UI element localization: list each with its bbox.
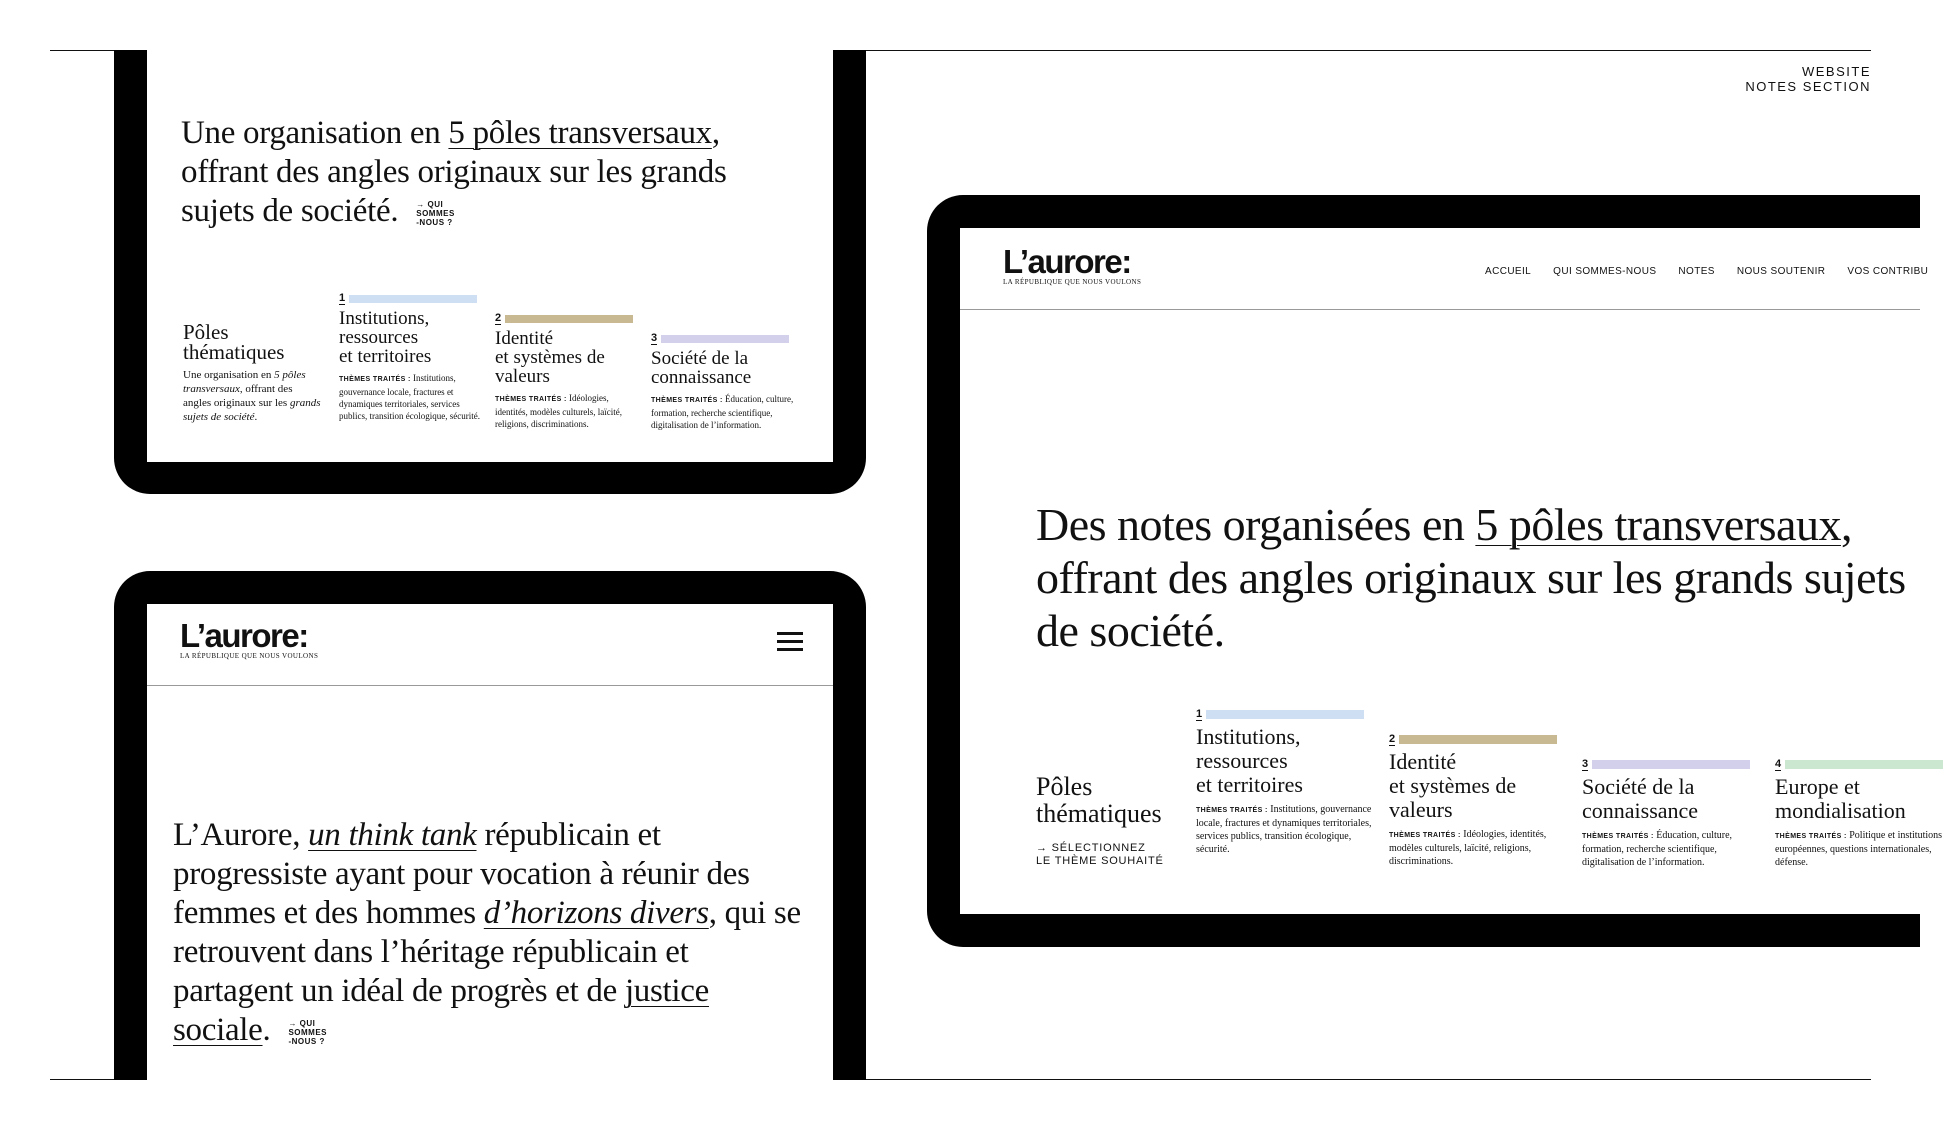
pole-number: 1 bbox=[1196, 708, 1203, 720]
about-link[interactable] bbox=[416, 200, 455, 227]
pole-number: 2 bbox=[495, 312, 502, 324]
desc-text: Une organisation en bbox=[183, 369, 275, 381]
poles-heading bbox=[1036, 773, 1162, 827]
site-logo[interactable] bbox=[180, 617, 319, 661]
themes-label: THÈMES TRAITÉS : bbox=[339, 376, 411, 383]
about-link-line: -NOUS ? bbox=[288, 1036, 325, 1046]
hamburger-menu-icon[interactable] bbox=[777, 632, 803, 652]
pole-card-1[interactable] bbox=[339, 292, 484, 422]
intro-paragraph bbox=[181, 114, 801, 231]
desc-text: grands sujets de société bbox=[183, 397, 321, 423]
main-nav bbox=[1485, 266, 1928, 277]
desc-text: , offrant des angles originaux sur les bbox=[183, 383, 293, 409]
pole-themes bbox=[1775, 829, 1953, 869]
nav-item-home[interactable]: ACCUEIL bbox=[1485, 266, 1532, 277]
desktop-mockup-notes bbox=[927, 195, 1943, 947]
select-theme-line: → SÉLECTIONNEZ bbox=[1036, 842, 1146, 854]
nav-item-contributions[interactable]: VOS CONTRIBU bbox=[1847, 266, 1929, 277]
pole-title-line: Société de la bbox=[1582, 774, 1695, 799]
nav-item-notes[interactable]: NOTES bbox=[1678, 266, 1715, 277]
pole-card-1[interactable] bbox=[1196, 708, 1374, 856]
pole-title-line: Europe et bbox=[1775, 774, 1860, 799]
pole-themes bbox=[1582, 829, 1760, 869]
tablet-mockup-poles bbox=[114, 50, 866, 494]
about-link-line: → QUI bbox=[416, 199, 444, 209]
pole-title-line: ressources bbox=[1196, 748, 1288, 773]
pole-title bbox=[1775, 775, 1953, 823]
pole-title bbox=[495, 329, 640, 386]
poles-heading-line: Pôles bbox=[183, 320, 229, 344]
pole-color-bar bbox=[661, 335, 789, 343]
pole-color-bar bbox=[505, 315, 633, 323]
pole-title-line: valeurs bbox=[1389, 797, 1453, 822]
pole-title bbox=[339, 309, 484, 366]
pole-themes bbox=[1196, 803, 1374, 856]
corner-label-line1: WEBSITE bbox=[1801, 64, 1871, 79]
pole-title-line: et systèmes de bbox=[1389, 773, 1517, 798]
think-tank-text: un think tank bbox=[308, 817, 477, 853]
logo-tagline: LA RÉPUBLIQUE QUE NOUS VOULONS bbox=[1003, 278, 1142, 286]
intro-text: Une organisation en bbox=[181, 115, 449, 151]
poles-heading bbox=[183, 322, 284, 362]
pole-title-line: Identité bbox=[1389, 749, 1457, 774]
pole-title-line: mondialisation bbox=[1775, 798, 1906, 823]
themes-label: THÈMES TRAITÉS : bbox=[1775, 833, 1847, 840]
themes-text: Institutions, gouvernance locale, fractures et dynamiques territoriales, services publics, transition écologique, sécurité. bbox=[339, 373, 480, 421]
themes-label: THÈMES TRAITÉS : bbox=[1389, 832, 1461, 839]
pole-number: 1 bbox=[339, 292, 346, 304]
think-tank-link[interactable] bbox=[308, 817, 476, 853]
logo-name: L’aurore: bbox=[1003, 243, 1131, 280]
pole-card-4[interactable] bbox=[1775, 758, 1953, 869]
pole-title bbox=[1196, 725, 1374, 797]
notes-intro-paragraph bbox=[1036, 498, 1916, 657]
horizons-text: d’horizons divers bbox=[483, 895, 709, 931]
pole-title-line: connaissance bbox=[1582, 798, 1699, 823]
pole-title-line: Institutions, bbox=[1196, 724, 1301, 749]
pole-number: 4 bbox=[1775, 758, 1782, 770]
pole-title-line: ressources bbox=[339, 327, 419, 348]
pole-number: 3 bbox=[1582, 758, 1589, 770]
pole-color-bar bbox=[349, 295, 477, 303]
horizons-link[interactable] bbox=[484, 895, 709, 931]
pole-title-line: Identité bbox=[495, 328, 554, 349]
themes-text: Éducation, culture, formation, recherche scientifique, digitalisation de l’information. bbox=[1582, 830, 1733, 868]
about-text: , bbox=[292, 817, 309, 853]
poles-heading-line: Pôles bbox=[1036, 772, 1093, 801]
select-theme-line: LE THÈME SOUHAITÉ bbox=[1036, 855, 1164, 867]
pole-number: 3 bbox=[651, 332, 658, 344]
about-paragraph bbox=[173, 816, 813, 1050]
about-link-line: SOMMES bbox=[416, 208, 455, 218]
about-text: républicain et progressiste ayant pour vocation à réunir des femmes et des hommes bbox=[173, 817, 750, 931]
themes-label: THÈMES TRAITÉS : bbox=[1582, 833, 1654, 840]
themes-text: Politique et institutions européennes, questions internationales, défense. bbox=[1775, 830, 1943, 868]
pole-title-line: Société de la bbox=[651, 348, 749, 369]
select-theme-link[interactable] bbox=[1036, 842, 1164, 868]
pole-number: 2 bbox=[1389, 733, 1396, 745]
nav-item-support[interactable]: NOUS SOUTENIR bbox=[1736, 266, 1826, 277]
themes-label: THÈMES TRAITÉS : bbox=[651, 397, 723, 404]
tablet-mockup-about bbox=[114, 571, 866, 1080]
pole-color-bar bbox=[1206, 710, 1364, 719]
intro-text: , offrant des angles originaux sur les grands sujets de société. bbox=[181, 115, 727, 229]
poles-heading-line: thématiques bbox=[183, 340, 285, 364]
intro-text: , offrant des angles originaux sur les grands sujets de société. bbox=[1036, 499, 1906, 656]
about-link-line: SOMMES bbox=[288, 1027, 327, 1037]
about-link-line: → QUI bbox=[288, 1018, 316, 1028]
themes-label: THÈMES TRAITÉS : bbox=[495, 396, 567, 403]
desc-text: 5 pôles transversaux bbox=[183, 369, 306, 395]
pole-themes bbox=[339, 372, 484, 422]
corner-label bbox=[1745, 64, 1871, 94]
tablet-screen bbox=[147, 50, 833, 462]
intro-text: Des notes organisées en bbox=[1036, 499, 1476, 550]
pole-title bbox=[1389, 750, 1567, 822]
about-text: . bbox=[262, 1012, 271, 1048]
about-text: , qui se retrouvent dans l’héritage républicain et partagent un idéal de progrès et de bbox=[173, 895, 801, 1009]
themes-text: Idéologies, identités, modèles culturels, laïcité, religions, discriminations. bbox=[495, 393, 622, 429]
desktop-screen bbox=[960, 228, 1943, 914]
pole-title-line: et systèmes de bbox=[495, 347, 605, 368]
themes-label: THÈMES TRAITÉS : bbox=[1196, 807, 1268, 814]
site-header bbox=[147, 604, 833, 686]
pole-color-bar bbox=[1592, 760, 1750, 769]
site-logo[interactable] bbox=[1003, 243, 1142, 287]
pole-title-line: connaissance bbox=[651, 367, 752, 388]
poles-description bbox=[183, 368, 323, 424]
pole-title bbox=[1582, 775, 1760, 823]
pole-title bbox=[651, 349, 796, 387]
pole-themes bbox=[1389, 828, 1567, 868]
logo-tagline: LA RÉPUBLIQUE QUE NOUS VOULONS bbox=[180, 652, 319, 660]
themes-text: Institutions, gouvernance locale, fractures et dynamiques territoriales, services publics, transition écologique, sécurité. bbox=[1196, 804, 1372, 855]
brand-name: L’Aurore bbox=[173, 817, 293, 853]
pole-themes bbox=[495, 392, 640, 430]
poles-link[interactable]: 5 pôles transversaux bbox=[448, 115, 712, 151]
pole-title-line: valeurs bbox=[495, 366, 550, 387]
pole-themes bbox=[651, 393, 796, 431]
pole-color-bar bbox=[1785, 760, 1943, 769]
tablet-screen bbox=[147, 604, 833, 1080]
logo-name: L’aurore: bbox=[180, 617, 308, 654]
pole-title-line: et territoires bbox=[1196, 772, 1303, 797]
pole-title-line: Institutions, bbox=[339, 308, 430, 329]
themes-text: Idéologies, identités, modèles culturels, laïcité, religions, discriminations. bbox=[1389, 829, 1547, 867]
site-header bbox=[960, 228, 1929, 310]
pole-card-3[interactable] bbox=[651, 332, 796, 431]
pole-color-bar bbox=[1399, 735, 1557, 744]
justice-link[interactable]: justice sociale bbox=[173, 973, 709, 1048]
pole-title-line: et territoires bbox=[339, 346, 432, 367]
pole-card-3[interactable] bbox=[1582, 758, 1760, 869]
pole-card-2[interactable] bbox=[1389, 733, 1567, 868]
about-link[interactable] bbox=[288, 1019, 327, 1046]
poles-heading-line: thématiques bbox=[1036, 799, 1162, 828]
pole-card-2[interactable] bbox=[495, 312, 640, 430]
about-link-line: -NOUS ? bbox=[416, 217, 453, 227]
corner-label-line2: NOTES SECTION bbox=[1745, 79, 1871, 94]
nav-item-about[interactable]: QUI SOMMES-NOUS bbox=[1553, 266, 1657, 277]
poles-link[interactable]: 5 pôles transversaux bbox=[1475, 499, 1841, 550]
themes-text: Éducation, culture, formation, recherche scientifique, digitalisation de l’information. bbox=[651, 394, 794, 430]
desc-text: . bbox=[254, 411, 258, 423]
